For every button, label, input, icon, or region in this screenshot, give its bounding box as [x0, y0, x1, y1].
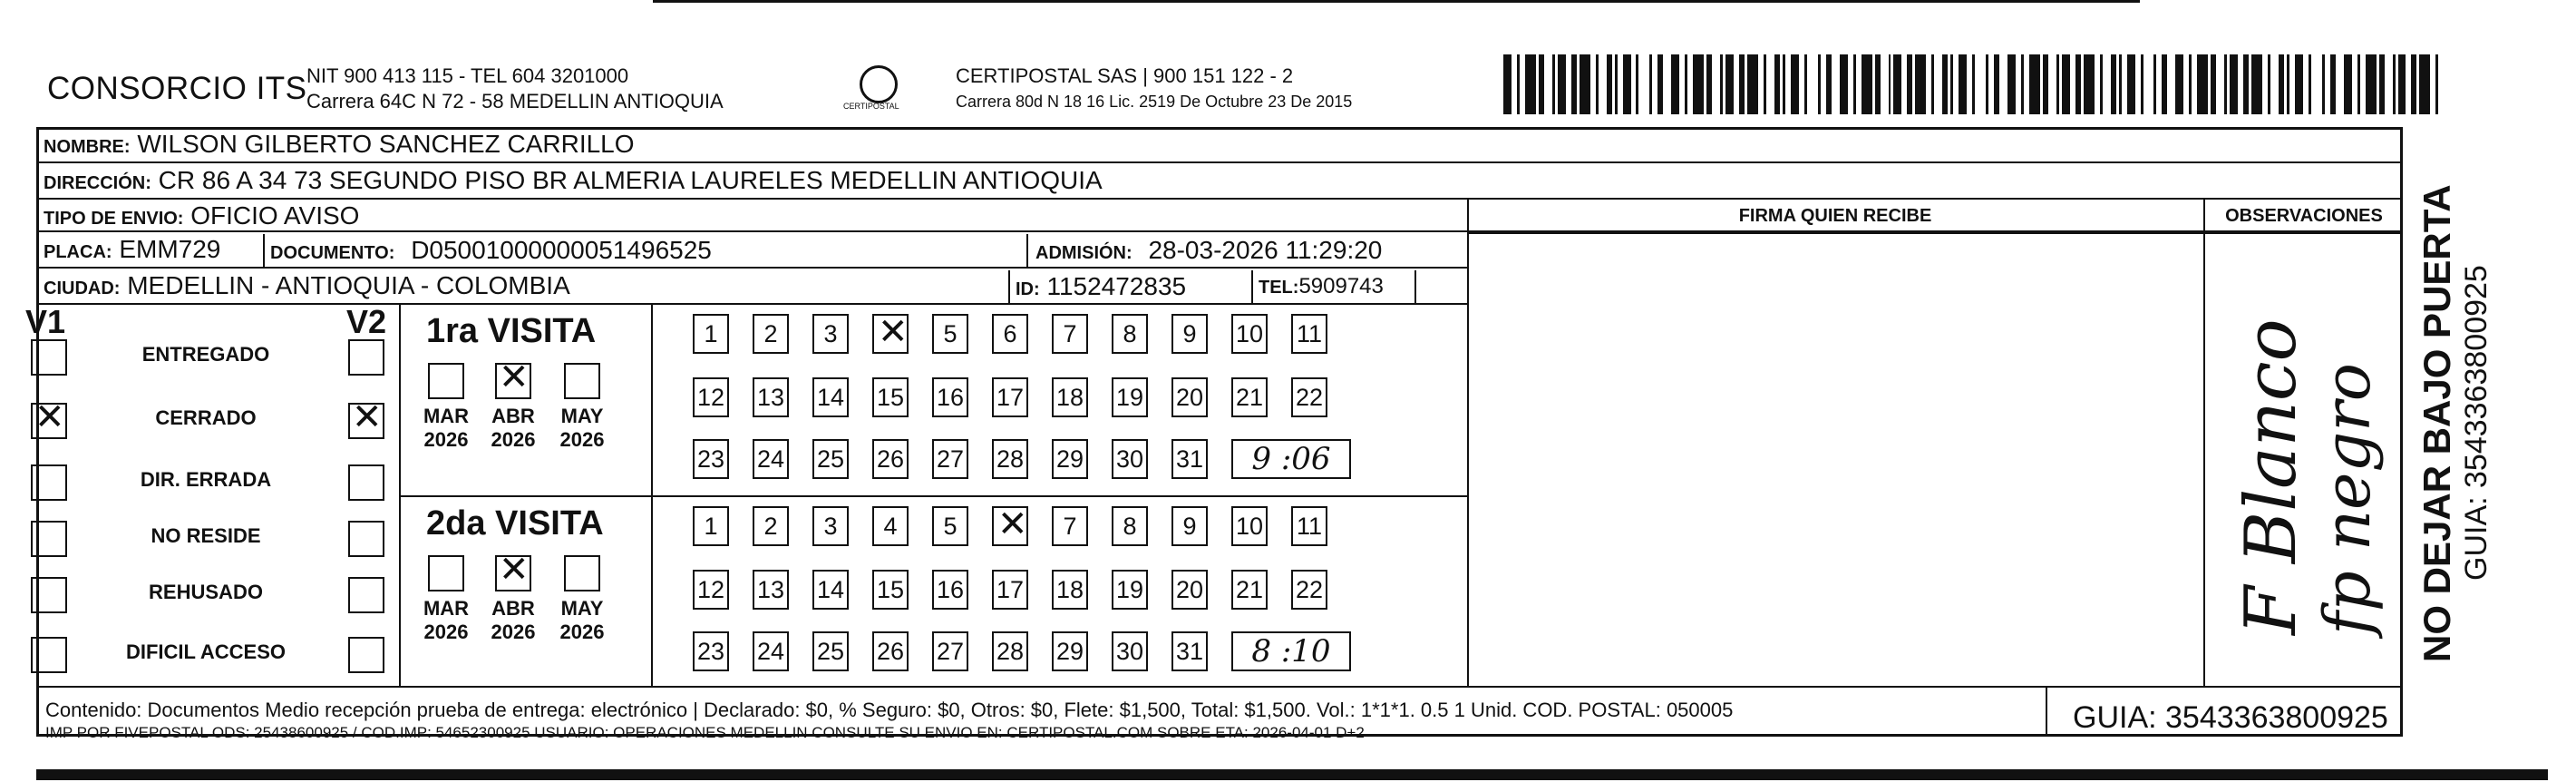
barcode-gap	[1638, 54, 1649, 114]
observaciones-handwriting: fp negro	[2310, 363, 2385, 635]
visit2-day-box[interactable]: 16	[932, 570, 968, 610]
barcode-gap	[1832, 54, 1840, 114]
visit2-day-box[interactable]: 8	[1112, 506, 1148, 546]
barcode-bar	[2197, 54, 2208, 114]
barcode-gap	[2385, 54, 2393, 114]
row-direccion	[36, 163, 2403, 200]
barcode-bar	[1747, 54, 1758, 114]
visit2-time-box	[1231, 631, 1351, 671]
status-label: ENTREGADO	[141, 343, 270, 366]
check-mark-icon: ✕	[352, 396, 383, 438]
barcode-bar	[1623, 54, 1631, 114]
visit1-day-box[interactable]: 22	[1291, 377, 1327, 417]
visit1-day-box[interactable]: 23	[693, 439, 729, 479]
visit2-month-label	[550, 597, 614, 644]
v1-checkbox[interactable]	[31, 521, 67, 557]
header-rule	[1467, 232, 2403, 234]
month-name: ABR	[491, 405, 535, 427]
month-name: MAY	[560, 597, 604, 620]
direccion-label: DIRECCIÓN:	[44, 173, 151, 193]
barcode-bar	[2230, 54, 2238, 114]
month-year: 2026	[559, 428, 605, 451]
v2-checkbox[interactable]	[348, 637, 384, 673]
footer-imp: IMP POR FIVEPOSTAL ODS: 25438600925 / COD.IMP: 54652300925 USUARIO: OPERACIONES MEDELLIN CONSULTE SU ENVIO EN: CERTIPOSTAL.COM SOBRE ETA: 2026-04-01 D+2	[45, 724, 1365, 741]
documento-value: D05001000000051496525	[411, 236, 712, 264]
visit2-day-box[interactable]: 28	[992, 631, 1028, 671]
admision-cell	[1035, 236, 1382, 265]
visit2-day-box[interactable]: 9	[1171, 506, 1208, 546]
status-label: DIFICIL ACCESO	[125, 640, 286, 663]
visit1-day-box[interactable]: 7	[1052, 314, 1088, 354]
visit1-day-box[interactable]: 20	[1171, 377, 1208, 417]
visit2-month-label	[481, 597, 545, 644]
ciudad-label: CIUDAD:	[44, 279, 121, 298]
barcode-bar	[2007, 54, 2016, 114]
barcode-gap	[1712, 54, 1720, 114]
barcode-bar	[2062, 54, 2070, 114]
visit1-day-box[interactable]: 1	[693, 314, 729, 354]
v2-checkbox[interactable]	[348, 521, 384, 557]
divider	[2046, 688, 2047, 737]
visit1-month-checkbox[interactable]	[564, 363, 600, 399]
status-label: DIR. ERRADA	[140, 468, 272, 491]
visit2-day-box[interactable]: 31	[1171, 631, 1208, 671]
visit1-day-box[interactable]: 31	[1171, 439, 1208, 479]
visit2-day-box[interactable]: 1	[693, 506, 729, 546]
visit2-day-box[interactable]: 25	[812, 631, 849, 671]
barcode-gap	[1999, 54, 2007, 114]
barcode-gap	[2143, 54, 2154, 114]
visit2-day-box[interactable]: 24	[753, 631, 789, 671]
visit1-day-box[interactable]: 8	[1112, 314, 1148, 354]
footer-content: Contenido: Documentos Medio recepción prueba de entrega: electrónico | Declarado: $0, % Seguro: $0, Otros: $0, Flete: $1,500, Total: $1,500. Vol.: 1*1*1. 0.5 1 Unid. COD. POSTAL: 050005	[45, 699, 1734, 721]
barcode-bar	[1725, 54, 1734, 114]
footer-rule	[36, 686, 2403, 688]
observaciones-header: OBSERVACIONES	[2225, 206, 2383, 226]
v1-checkbox[interactable]	[31, 464, 67, 501]
v1-checkbox[interactable]	[31, 637, 67, 673]
visit1-month-label	[414, 405, 478, 452]
visit1-day-box[interactable]: 29	[1052, 439, 1088, 479]
visit2-day-box[interactable]: 10	[1231, 506, 1268, 546]
v1-checkbox[interactable]	[31, 396, 67, 439]
admision-value: 28-03-2026 11:29:20	[1148, 236, 1383, 264]
logo-text: CERTIPOSTAL	[843, 102, 899, 111]
barcode-gap	[1766, 54, 1774, 114]
barcode-bar	[1893, 54, 1901, 114]
barcode-bar	[1525, 54, 1536, 114]
firma-header: FIRMA QUIEN RECIBE	[1738, 206, 1932, 226]
visit2-day-box[interactable]: 20	[1171, 570, 1208, 610]
barcode-gap	[2336, 54, 2344, 114]
month-year: 2026	[559, 621, 605, 643]
barcode-gap	[2048, 54, 2056, 114]
barcode-bar	[1915, 54, 1926, 114]
visit2-month-checkbox[interactable]	[564, 555, 600, 591]
tel-cell	[1259, 274, 1384, 299]
barcode-gap	[2103, 54, 2111, 114]
documento-cell	[270, 236, 712, 265]
visit1-title: 1ra VISITA	[426, 312, 597, 350]
barcode-bar	[2251, 54, 2262, 114]
row-ciudad	[36, 269, 1469, 305]
visit2-day-box[interactable]: 29	[1052, 631, 1088, 671]
barcode-gap	[1544, 54, 1552, 114]
visit1-day-box[interactable]: 27	[932, 439, 968, 479]
observaciones-handwriting: F Blanco	[2231, 318, 2312, 635]
visit1-day-box[interactable]: 11	[1291, 314, 1327, 354]
visit2-day-box[interactable]: 5	[932, 506, 968, 546]
visit2-month-label	[414, 597, 478, 644]
barcode-bar	[2029, 54, 2040, 114]
barcode-gap	[2311, 54, 2322, 114]
check-mark-icon: ✕	[878, 311, 909, 353]
v2-label: V2	[346, 303, 387, 340]
visit1-day-box[interactable]	[872, 311, 909, 354]
visit1-month-checkbox[interactable]	[428, 363, 464, 399]
barcode-bar	[2344, 54, 2352, 114]
divider	[1251, 270, 1253, 305]
visit2-day-box[interactable]: 15	[872, 570, 909, 610]
barcode-bar	[2127, 54, 2135, 114]
row-nombre	[36, 127, 2403, 163]
ciudad-value: MEDELLIN - ANTIOQUIA - COLOMBIA	[127, 271, 570, 299]
visit1-day-box[interactable]: 10	[1231, 314, 1268, 354]
barcode-bar	[2175, 54, 2183, 114]
visit1-day-box[interactable]: 3	[812, 314, 849, 354]
barcode-gap	[1663, 54, 1671, 114]
firma-divider	[1467, 200, 1469, 688]
visit1-day-box[interactable]: 2	[753, 314, 789, 354]
tel-label: TEL:	[1259, 278, 1299, 298]
month-name: MAY	[560, 405, 604, 427]
barcode-bar	[1580, 54, 1590, 114]
barcode-bar	[2084, 54, 2095, 114]
visit2-day-box[interactable]: 21	[1231, 570, 1268, 610]
visit2-day-box[interactable]: 26	[872, 631, 909, 671]
barcode-bar	[1959, 54, 1967, 114]
divider	[1414, 270, 1416, 305]
visit1-day-box[interactable]: 15	[872, 377, 909, 417]
v2-checkbox[interactable]	[348, 464, 384, 501]
visit1-day-box[interactable]: 30	[1112, 439, 1148, 479]
v1-checkbox[interactable]	[31, 339, 67, 376]
visit1-day-box[interactable]: 19	[1112, 377, 1148, 417]
no-dejar-bajo-puerta: NO DEJAR BAJO PUERTA	[2416, 184, 2458, 662]
barcode-gap	[1934, 54, 1942, 114]
status-label: NO RESIDE	[151, 524, 261, 547]
barcode-bar	[1558, 54, 1566, 114]
visit1-month-checkbox[interactable]	[495, 357, 531, 399]
check-mark-icon: ✕	[499, 357, 530, 398]
company-nit: NIT 900 413 115 - TEL 604 3201000	[306, 64, 629, 87]
guia-number: GUIA: 3543363800925	[2073, 700, 2388, 735]
status-label: CERRADO	[155, 406, 257, 429]
barcode-gap	[2438, 54, 2446, 114]
carrier-nit: CERTIPOSTAL SAS | 900 151 122 - 2	[956, 64, 1294, 87]
visit2-title: 2da VISITA	[426, 504, 604, 543]
admision-label: ADMISIÓN:	[1035, 243, 1132, 263]
handwritten-time: 9 :06	[1251, 441, 1331, 477]
tipo-value: OFICIO AVISO	[190, 201, 360, 230]
barcode-gap	[2270, 54, 2279, 114]
month-year: 2026	[423, 621, 469, 643]
visit1-day-box[interactable]: 5	[932, 314, 968, 354]
barcode-bar	[1693, 54, 1704, 114]
nombre-value: WILSON GILBERTO SANCHEZ CARRILLO	[137, 130, 635, 158]
direccion-value: CR 86 A 34 73 SEGUNDO PISO BR ALMERIA LAURELES MEDELLIN ANTIOQUIA	[158, 166, 1103, 194]
visit1-day-box[interactable]: 24	[753, 439, 789, 479]
barcode-gap	[2216, 54, 2224, 114]
barcode	[1503, 54, 2446, 114]
divider	[263, 234, 265, 269]
bottom-rule	[36, 769, 2548, 780]
placa-label: PLACA:	[44, 242, 112, 262]
tipo-label: TIPO DE ENVIO:	[44, 209, 184, 229]
barcode-bar	[2419, 54, 2430, 114]
barcode-bar	[1862, 54, 1872, 114]
carrier-info	[956, 64, 1352, 114]
barcode-gap	[1599, 54, 1607, 114]
v2-checkbox[interactable]	[348, 396, 384, 439]
nombre-label: NOMBRE:	[44, 137, 131, 157]
visit2-day-box[interactable]: 4	[872, 506, 909, 546]
visit1-day-box[interactable]: 26	[872, 439, 909, 479]
visit1-day-box[interactable]: 9	[1171, 314, 1208, 354]
v1-label: V1	[25, 303, 66, 340]
month-name: MAR	[423, 597, 470, 620]
barcode-bar	[1840, 54, 1848, 114]
divider	[399, 495, 1467, 497]
visit2-day-box[interactable]: 19	[1112, 570, 1148, 610]
check-mark-icon: ✕	[997, 503, 1028, 545]
divider	[1008, 270, 1010, 305]
visit1-day-box[interactable]: 28	[992, 439, 1028, 479]
barcode-gap	[1975, 54, 1986, 114]
status-label: REHUSADO	[149, 581, 263, 603]
visit2-day-box[interactable]: 12	[693, 570, 729, 610]
id-value: 1152472835	[1046, 272, 1187, 300]
visit1-day-box[interactable]: 13	[753, 377, 789, 417]
side-guia: GUIA: 3543363800925	[2459, 265, 2493, 581]
visit1-month-label	[481, 405, 545, 452]
v2-checkbox[interactable]	[348, 577, 384, 613]
visit2-day-box[interactable]: 14	[812, 570, 849, 610]
v2-checkbox[interactable]	[348, 339, 384, 376]
barcode-gap	[1807, 54, 1818, 114]
visit2-day-box[interactable]: 17	[992, 570, 1028, 610]
visit2-day-box[interactable]: 2	[753, 506, 789, 546]
check-mark-icon: ✕	[499, 549, 530, 591]
visit2-day-box[interactable]: 7	[1052, 506, 1088, 546]
visit1-day-box[interactable]: 6	[992, 314, 1028, 354]
visit2-day-box[interactable]: 11	[1291, 506, 1327, 546]
month-year: 2026	[491, 428, 536, 451]
barcode-bar	[2295, 54, 2303, 114]
placa-value: EMM729	[119, 235, 221, 263]
visit2-day-box[interactable]: 13	[753, 570, 789, 610]
barcode-gap	[2167, 54, 2175, 114]
month-name: MAR	[423, 405, 470, 427]
handwritten-time: 8 :10	[1251, 633, 1331, 670]
visit2-day-box[interactable]	[992, 503, 1028, 546]
visit1-day-box[interactable]: 25	[812, 439, 849, 479]
visit2-day-box[interactable]: 23	[693, 631, 729, 671]
barcode-bar	[1503, 54, 1512, 114]
visit1-month-label	[550, 405, 614, 452]
visit2-day-box[interactable]: 22	[1291, 570, 1327, 610]
visit2-day-box[interactable]: 18	[1052, 570, 1088, 610]
visit2-month-checkbox[interactable]	[428, 555, 464, 591]
company-name: CONSORCIO ITS	[47, 71, 307, 106]
barcode-bar	[2398, 54, 2406, 114]
visit1-day-box[interactable]: 21	[1231, 377, 1268, 417]
documento-label: DOCUMENTO:	[270, 243, 395, 263]
certipostal-logo-icon	[860, 65, 898, 103]
month-year: 2026	[491, 621, 536, 643]
obs-divider	[2203, 200, 2205, 688]
carrier-license: Carrera 80d N 18 16 Lic. 2519 De Octubre 23 De 2015	[956, 93, 1353, 111]
visit2-day-box[interactable]: 30	[1112, 631, 1148, 671]
visit1-day-box[interactable]: 16	[932, 377, 968, 417]
month-name: ABR	[491, 597, 535, 620]
divider	[1026, 234, 1028, 269]
tel-value: 5909743	[1298, 274, 1384, 298]
visit2-month-checkbox[interactable]	[495, 549, 531, 591]
id-label: ID:	[1016, 279, 1040, 299]
month-year: 2026	[423, 428, 469, 451]
visit1-day-box[interactable]: 17	[992, 377, 1028, 417]
visit1-day-box[interactable]: 18	[1052, 377, 1088, 417]
company-address: Carrera 64C N 72 - 58 MEDELLIN ANTIOQUIA	[306, 90, 724, 112]
company-info	[306, 64, 724, 114]
barcode-bar	[2366, 54, 2377, 114]
visit2-day-box[interactable]: 27	[932, 631, 968, 671]
visit1-day-box[interactable]: 12	[693, 377, 729, 417]
check-mark-icon: ✕	[34, 396, 65, 438]
v1-checkbox[interactable]	[31, 577, 67, 613]
barcode-bar	[1671, 54, 1679, 114]
visit1-day-box[interactable]: 14	[812, 377, 849, 417]
barcode-gap	[1881, 54, 1889, 114]
top-rule	[653, 0, 2140, 3]
visit2-day-box[interactable]: 3	[812, 506, 849, 546]
barcode-bar	[1791, 54, 1799, 114]
visit1-time-box	[1231, 439, 1351, 479]
id-cell	[1016, 272, 1186, 301]
